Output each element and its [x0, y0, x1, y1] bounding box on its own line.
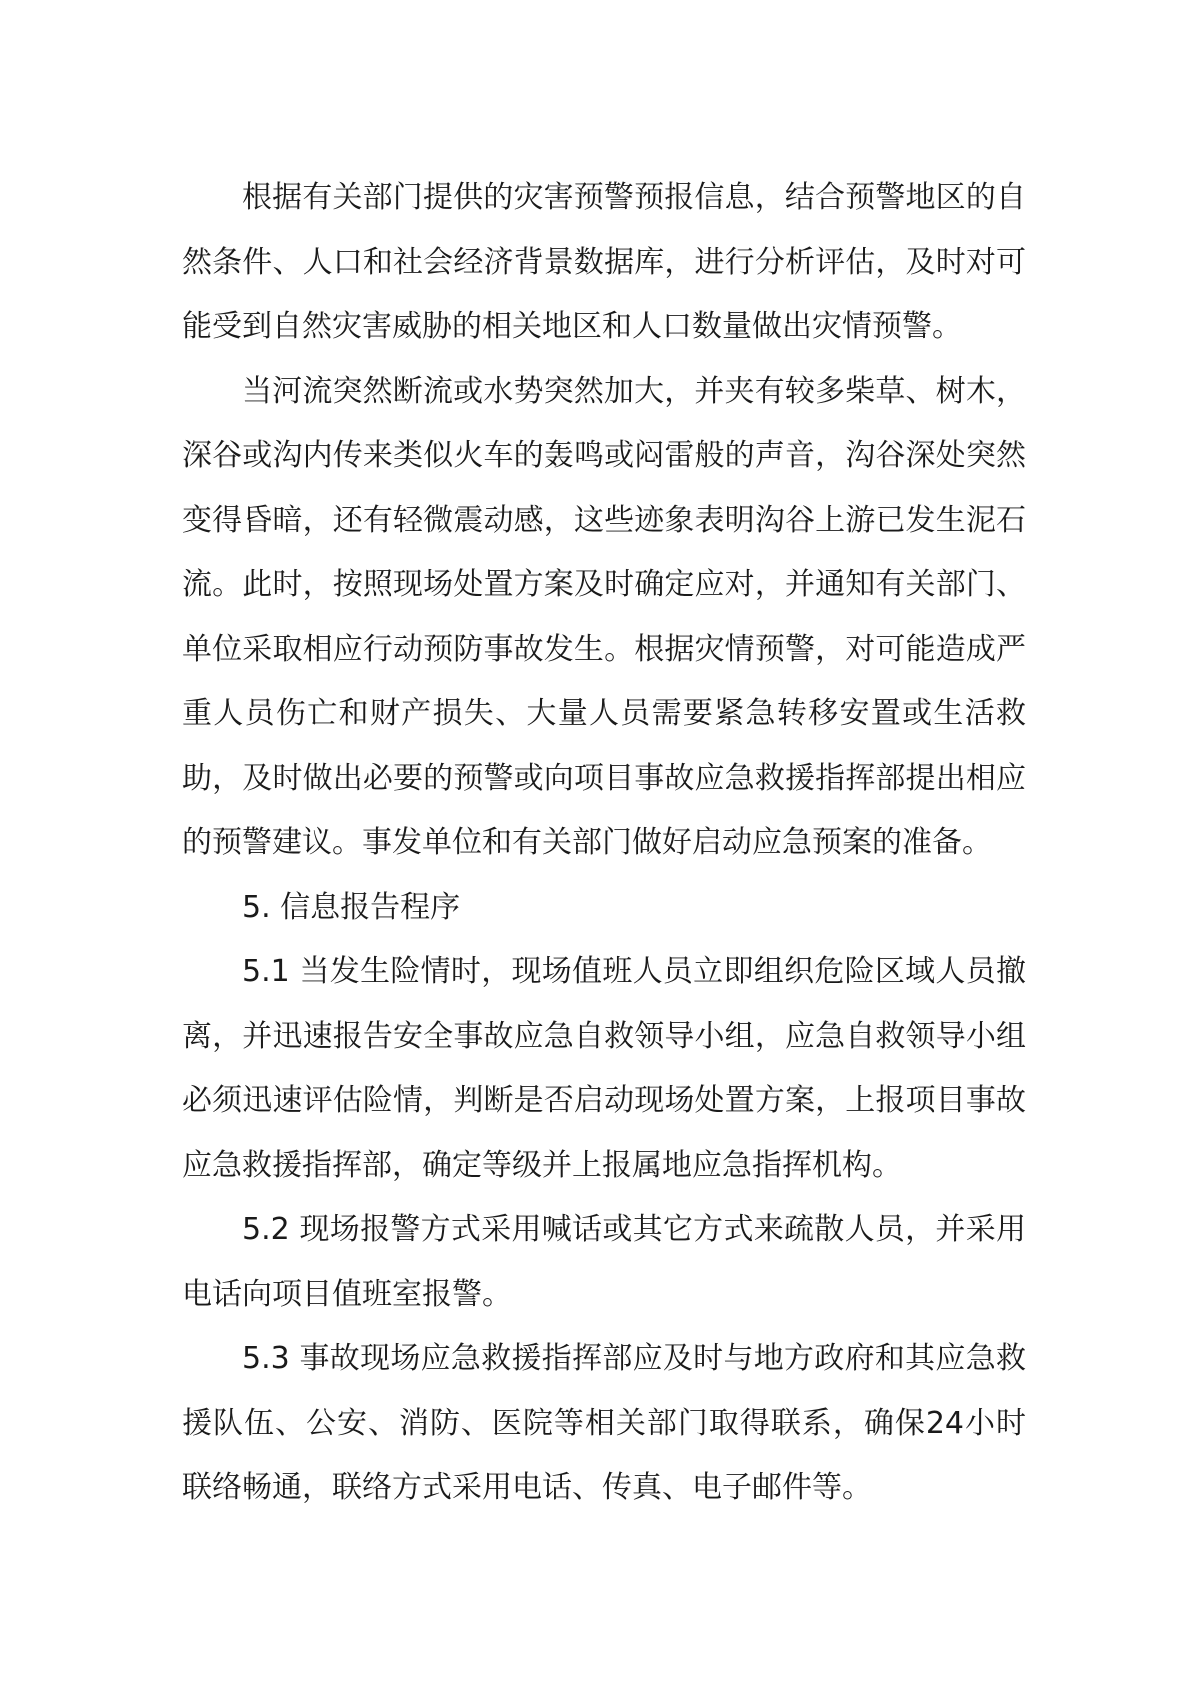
paragraph-5-3: 5.3 事故现场应急救援指挥部应及时与地方政府和其应急救援队伍、公安、消防、医院等相关部门取得联系，确保24小时联络畅通，联络方式采用电话、传真、电子邮件等。: [182, 1341, 1026, 1505]
paragraph-debris-flow-signs: 当河流突然断流或水势突然加大，并夹有较多柴草、树木，深谷或沟内传来类似火车的轰鸣或闷雷般的声音，沟谷深处突然变得昏暗，还有轻微震动感，这些迹象表明沟谷上游已发生泥石流。此时，按照现场处置方案及时确定应对，并通知有关部门、单位采取相应行动预防事故发生。根据灾情预警，对可能造成严重人员伤亡和财产损失、大量人员需要紧急转移安置或生活救助，及时做出必要的预警或向项目事故应急救援指挥部提出相应的预警建议。事发单位和有关部门做好启动应急预案的准备。: [182, 373, 1026, 860]
document-body: [182, 166, 1026, 1521]
paragraph-5-2: 5.2 现场报警方式采用喊话或其它方式来疏散人员，并采用电话向项目值班室报警。: [182, 1212, 1026, 1312]
paragraph-disaster-warning: 根据有关部门提供的灾害预警预报信息，结合预警地区的自然条件、人口和社会经济背景数据库，进行分析评估，及时对可能受到自然灾害威胁的相关地区和人口数量做出灾情预警。: [182, 180, 1026, 344]
section-heading-info-report: 5. 信息报告程序: [242, 889, 461, 925]
paragraph-5-1: 5.1 当发生险情时，现场值班人员立即组织危险区域人员撤离，并迅速报告安全事故应急自救领导小组，应急自救领导小组必须迅速评估险情，判断是否启动现场处置方案，上报项目事故应急救援指挥部，确定等级并上报属地应急指挥机构。: [182, 954, 1026, 1183]
